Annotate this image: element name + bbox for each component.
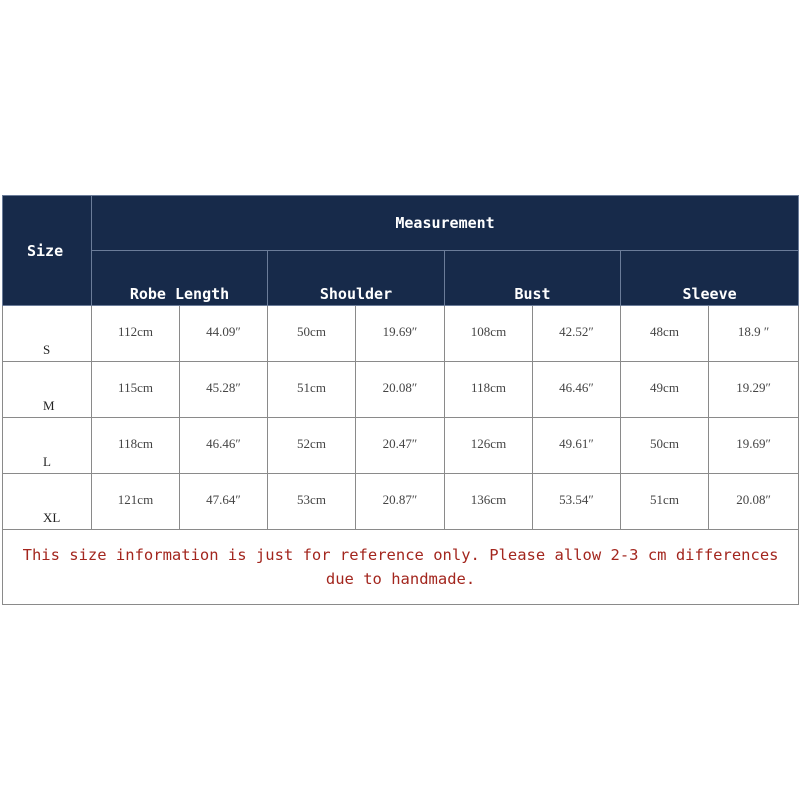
table-cell: 20.87″	[356, 474, 445, 530]
header-row-columns	[3, 251, 799, 306]
table-row	[3, 362, 799, 418]
table-cell: 50cm	[268, 306, 356, 362]
table-cell: 112cm	[92, 306, 180, 362]
table-cell: 42.52″	[533, 306, 621, 362]
table-row	[3, 418, 799, 474]
size-chart	[2, 195, 798, 604]
table-cell: 18.9 ″	[709, 306, 799, 362]
note-row	[3, 530, 799, 605]
size-header: Size	[3, 196, 92, 306]
table-cell: 46.46″	[533, 362, 621, 418]
table-cell: 52cm	[268, 418, 356, 474]
table-row	[3, 306, 799, 362]
size-label: L	[3, 418, 92, 474]
column-header-shoulder: Shoulder	[268, 251, 445, 306]
table-cell: 19.29″	[709, 362, 799, 418]
header-row-top	[3, 196, 799, 251]
table-cell: 115cm	[92, 362, 180, 418]
table-cell: 48cm	[621, 306, 709, 362]
table-cell: 20.08″	[356, 362, 445, 418]
table-cell: 50cm	[621, 418, 709, 474]
table-cell: 19.69″	[356, 306, 445, 362]
size-label: S	[3, 306, 92, 362]
table-cell: 45.28″	[180, 362, 268, 418]
table-row	[3, 474, 799, 530]
table-cell: 51cm	[268, 362, 356, 418]
table-cell: 47.64″	[180, 474, 268, 530]
table-cell: 108cm	[445, 306, 533, 362]
table-cell: 53cm	[268, 474, 356, 530]
table-cell: 19.69″	[709, 418, 799, 474]
table-cell: 121cm	[92, 474, 180, 530]
table-cell: 46.46″	[180, 418, 268, 474]
size-label: XL	[3, 474, 92, 530]
table-cell: 51cm	[621, 474, 709, 530]
reference-note: This size information is just for reference only. Please allow 2-3 cm differences due to handmade.	[3, 530, 799, 605]
column-header-sleeve: Sleeve	[621, 251, 799, 306]
table-cell: 49cm	[621, 362, 709, 418]
size-label: M	[3, 362, 92, 418]
table-cell: 20.08″	[709, 474, 799, 530]
column-header-bust: Bust	[445, 251, 621, 306]
column-header-robe-length: Robe Length	[92, 251, 268, 306]
table-cell: 44.09″	[180, 306, 268, 362]
size-table	[2, 195, 799, 605]
table-cell: 126cm	[445, 418, 533, 474]
table-cell: 118cm	[92, 418, 180, 474]
measurement-header: Measurement	[92, 196, 799, 251]
table-cell: 136cm	[445, 474, 533, 530]
table-cell: 53.54″	[533, 474, 621, 530]
table-cell: 118cm	[445, 362, 533, 418]
table-cell: 49.61″	[533, 418, 621, 474]
table-cell: 20.47″	[356, 418, 445, 474]
